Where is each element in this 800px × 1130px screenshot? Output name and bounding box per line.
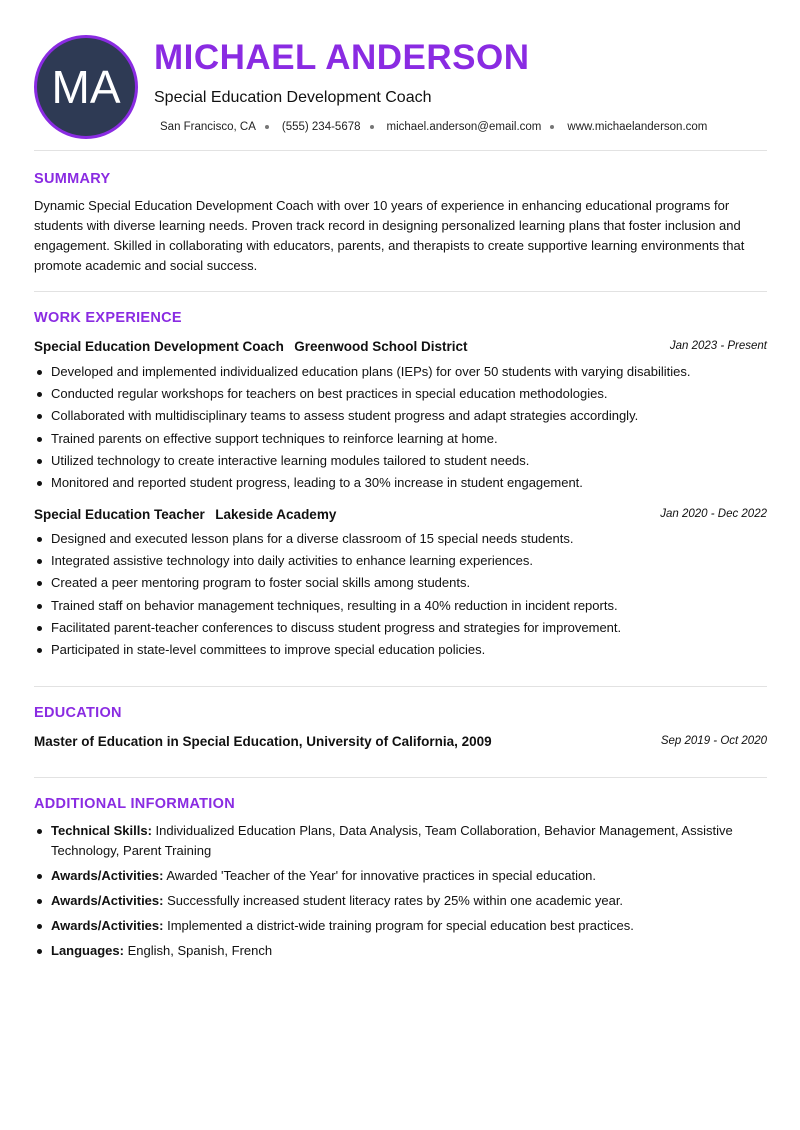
info-text: Awarded 'Teacher of the Year' for innovative practices in special education. xyxy=(166,868,597,883)
info-item xyxy=(34,941,770,961)
job-bullets xyxy=(34,529,770,662)
bullet-item: Collaborated with multidisciplinary teams to assess student progress and adapt strategies accordingly. xyxy=(34,406,770,426)
bullet-item: Integrated assistive technology into daily activities to enhance learning experiences. xyxy=(34,551,770,571)
info-text: Implemented a district-wide training program for special education best practices. xyxy=(167,918,634,933)
info-item xyxy=(34,866,770,886)
contact-bar xyxy=(160,121,707,133)
summary-text: Dynamic Special Education Development Coach with over 10 years of experience in enhancing educational programs for students with diverse learning needs. Proven track record in designing personalized learning plans that foster inclusion and engagement. Skilled in collaborating with educators, parents, and therapists to create supportive learning environments that promote academic and social success. xyxy=(34,198,745,273)
avatar-initials: MA xyxy=(51,61,121,113)
info-label: Technical Skills: xyxy=(51,823,152,838)
info-text: English, Spanish, French xyxy=(127,943,273,958)
additional-info-heading: ADDITIONAL INFORMATION xyxy=(34,796,235,812)
bullet-item: Facilitated parent-teacher conferences to discuss student progress and strategies for improvement. xyxy=(34,618,770,638)
work-experience-heading: WORK EXPERIENCE xyxy=(34,310,182,326)
job-dates: Jan 2023 - Present xyxy=(669,340,767,352)
avatar xyxy=(34,35,138,139)
bullet-item: Created a peer mentoring program to foster social skills among students. xyxy=(34,573,770,593)
job-role: Special Education Teacher xyxy=(34,507,205,522)
resume-header xyxy=(0,0,800,150)
bullet-item: Trained parents on effective support techniques to reinforce learning at home. xyxy=(34,429,770,449)
job-header xyxy=(34,506,767,526)
contact-location: San Francisco, CA xyxy=(160,121,256,133)
job-dates: Jan 2020 - Dec 2022 xyxy=(660,508,767,520)
info-text: Individualized Education Plans, Data Analysis, Team Collaboration, Behavior Management, Assistive Technology, Parent Training xyxy=(51,823,733,858)
job-company: Lakeside Academy xyxy=(215,507,337,522)
info-item xyxy=(34,916,770,936)
contact-phone: (555) 234-5678 xyxy=(281,121,361,133)
summary-heading: SUMMARY xyxy=(34,171,111,187)
separator-dot xyxy=(265,125,269,129)
info-item xyxy=(34,821,770,861)
education-entry xyxy=(34,733,767,753)
bullet-item: Participated in state-level committees to improve special education policies. xyxy=(34,640,770,660)
info-label: Awards/Activities: xyxy=(51,893,164,908)
bullet-item: Designed and executed lesson plans for a diverse classroom of 15 special needs students. xyxy=(34,529,770,549)
info-label: Awards/Activities: xyxy=(51,918,164,933)
info-item xyxy=(34,891,770,911)
bullet-item: Trained staff on behavior management techniques, resulting in a 40% reduction in incident reports. xyxy=(34,596,770,616)
bullet-item: Developed and implemented individualized education plans (IEPs) for over 50 students with varying disabilities. xyxy=(34,362,770,382)
divider xyxy=(34,150,767,151)
divider xyxy=(34,777,767,778)
job-bullets xyxy=(34,362,770,495)
contact-email[interactable]: michael.anderson@email.com xyxy=(386,121,542,133)
separator-dot xyxy=(550,125,554,129)
info-label: Languages: xyxy=(51,943,124,958)
job-role: Special Education Development Coach xyxy=(34,339,284,354)
candidate-name: MICHAEL ANDERSON xyxy=(154,38,530,77)
job-company: Greenwood School District xyxy=(294,339,468,354)
bullet-item: Conducted regular workshops for teachers on best practices in special education methodologies. xyxy=(34,384,770,404)
separator-dot xyxy=(370,125,374,129)
education-degree: Master of Education in Special Education, University of California, 2009 xyxy=(34,734,492,749)
education-dates: Sep 2019 - Oct 2020 xyxy=(660,735,767,747)
job-header xyxy=(34,338,767,358)
contact-website[interactable]: www.michaelanderson.com xyxy=(567,121,708,133)
info-label: Awards/Activities: xyxy=(51,868,164,883)
divider xyxy=(34,291,767,292)
info-text: Successfully increased student literacy rates by 25% within one academic year. xyxy=(167,893,624,908)
divider xyxy=(34,686,767,687)
additional-info-list xyxy=(34,821,770,966)
education-heading: EDUCATION xyxy=(34,705,122,721)
bullet-item: Utilized technology to create interactive learning modules tailored to student needs. xyxy=(34,451,770,471)
candidate-title: Special Education Development Coach xyxy=(154,89,432,106)
bullet-item: Monitored and reported student progress, leading to a 30% increase in student engagement. xyxy=(34,473,770,493)
